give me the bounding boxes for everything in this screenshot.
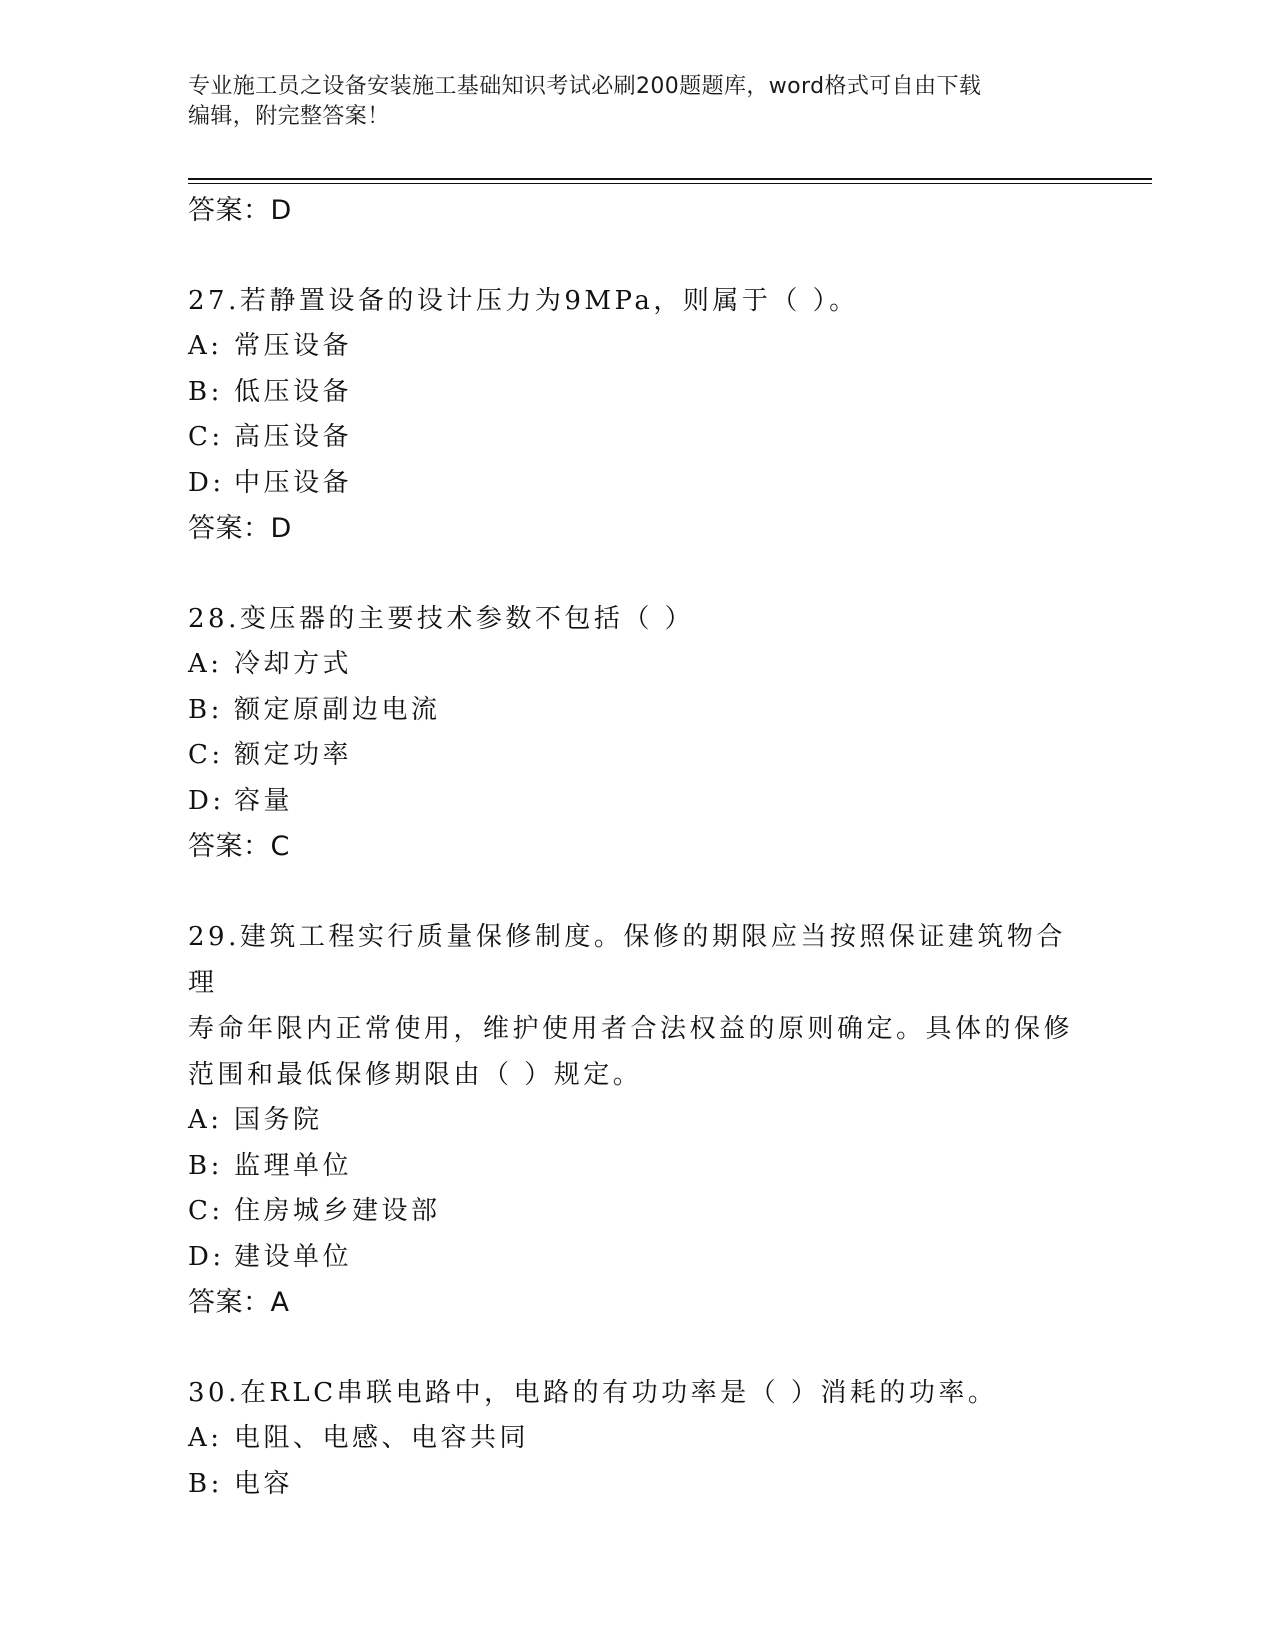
option-b [188, 1462, 1088, 1508]
question-stem-line-3: 范围和最低保修期限由（ ）规定。 [188, 1060, 643, 1090]
question-27 [188, 278, 1088, 552]
spacer [188, 870, 1088, 914]
option-a [188, 1098, 1088, 1144]
question-list [188, 188, 1088, 1507]
option-b [188, 688, 1088, 734]
option-text: 住房城乡建设部 [234, 1196, 441, 1226]
option-text: 建设单位 [234, 1241, 353, 1272]
spacer [188, 234, 1088, 278]
header-divider-thick [188, 178, 1152, 180]
option-text: 冷却方式 [234, 649, 353, 679]
question-stem: 28.变压器的主要技术参数不包括（ ） [188, 604, 695, 634]
option-letter: D: [188, 1241, 225, 1272]
option-letter: C: [188, 740, 224, 770]
answer-line: 答案：A [188, 1287, 290, 1318]
answer-line: 答案：D [188, 513, 292, 544]
option-a [188, 1416, 1088, 1462]
question-stem-line-2: 寿命年限内正常使用，维护使用者合法权益的原则确定。具体的保修 [188, 1014, 1074, 1044]
spacer [188, 1326, 1088, 1370]
header-line-2: 编辑，附完整答案！ [188, 104, 390, 129]
option-letter: C: [188, 422, 224, 452]
option-a [188, 324, 1088, 370]
option-letter: A: [188, 649, 223, 679]
option-text: 电容 [234, 1468, 294, 1499]
option-b [188, 1144, 1088, 1190]
option-b [188, 370, 1088, 416]
option-text: 常压设备 [234, 331, 353, 361]
answer-line: 答案：D [188, 195, 292, 226]
option-c [188, 733, 1088, 779]
option-letter: A: [188, 331, 223, 361]
option-letter: A: [188, 1105, 223, 1135]
page-header [188, 72, 1068, 132]
option-letter: D: [188, 467, 225, 498]
option-text: 低压设备 [234, 376, 353, 407]
option-d [188, 779, 1088, 825]
option-letter: B: [188, 1150, 223, 1181]
option-text: 电阻、电感、电容共同 [234, 1423, 530, 1453]
option-c [188, 1189, 1088, 1235]
option-text: 容量 [234, 785, 294, 816]
option-d [188, 1235, 1088, 1281]
question-28 [188, 596, 1088, 870]
question-30 [188, 1370, 1088, 1507]
question-stem-line-1: 29.建筑工程实行质量保修制度。保修的期限应当按照保证建筑物合理 [188, 922, 1066, 998]
option-text: 监理单位 [234, 1150, 353, 1181]
header-line-1: 专业施工员之设备安装施工基础知识考试必刷200题题库，word格式可自由下载 [188, 74, 982, 99]
option-text: 额定功率 [234, 740, 353, 770]
option-letter: A: [188, 1423, 223, 1453]
option-d [188, 461, 1088, 507]
option-c [188, 415, 1088, 461]
option-text: 额定原副边电流 [234, 694, 441, 725]
question-29 [188, 914, 1088, 1326]
option-letter: B: [188, 1468, 223, 1499]
option-letter: C: [188, 1196, 224, 1226]
option-text: 中压设备 [234, 467, 353, 498]
option-letter: B: [188, 376, 223, 407]
option-a [188, 642, 1088, 688]
option-text: 国务院 [234, 1105, 323, 1135]
option-letter: D: [188, 785, 225, 816]
answer-line: 答案：C [188, 831, 290, 862]
option-text: 高压设备 [234, 422, 353, 452]
option-letter: B: [188, 694, 223, 725]
question-stem: 27.若静置设备的设计压力为9MPa，则属于（ ）。 [188, 286, 859, 316]
header-divider-thin [188, 183, 1152, 184]
spacer [188, 552, 1088, 596]
question-stem: 30.在RLC串联电路中，电路的有功功率是（ ）消耗的功率。 [188, 1378, 998, 1408]
